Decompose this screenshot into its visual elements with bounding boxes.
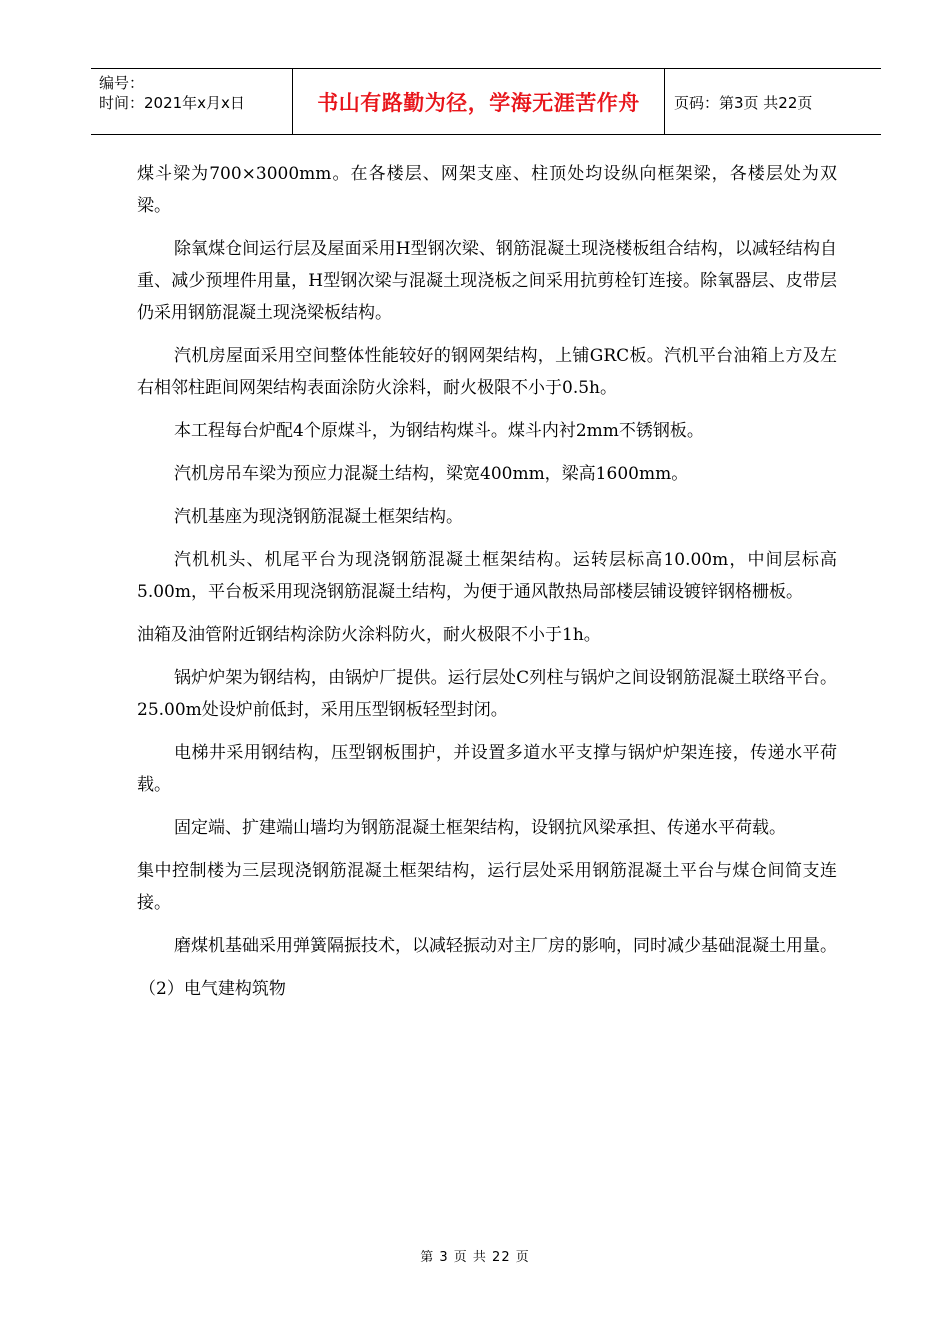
body-paragraph: 汽机机头、机尾平台为现浇钢筋混凝土框架结构。运转层标高10.00m，中间层标高5.00m，平台板采用现浇钢筋混凝土结构，为便于通风散热局部楼层铺设镀锌钢格栅板。 <box>137 550 837 602</box>
document-body <box>137 158 837 1016</box>
body-paragraph: 除氧煤仓间运行层及屋面采用H型钢次梁、钢筋混凝土现浇楼板组合结构，以减轻结构自重、减少预埋件用量，H型钢次梁与混凝土现浇板之间采用抗剪栓钉连接。除氧器层、皮带层仍采用钢筋混凝土现浇梁板结构。 <box>137 239 837 323</box>
body-paragraph: 油箱及油管附近钢结构涂防火涂料防火，耐火极限不小于1h。 <box>137 625 601 645</box>
header-meta <box>99 73 245 113</box>
serial-label: 编号： <box>99 74 145 92</box>
header-page-number: 页码：第3页 共22页 <box>674 93 813 112</box>
body-paragraph: 锅炉炉架为钢结构，由锅炉厂提供。运行层处C列柱与锅炉之间设钢筋混凝土联络平台。25.00m处设炉前低封，采用压型钢板轻型封闭。 <box>137 668 837 720</box>
body-paragraph: 煤斗梁为700×3000mm。在各楼层、网架支座、柱顶处均设纵向框架梁，各楼层处为双梁。 <box>137 164 837 216</box>
body-paragraph: 磨煤机基础采用弹簧隔振技术，以减轻振动对主厂房的影响，同时减少基础混凝土用量。 <box>174 936 837 956</box>
body-paragraph: 汽机房吊车梁为预应力混凝土结构，梁宽400mm，梁高1600mm。 <box>174 464 689 484</box>
body-paragraph: 汽机房屋面采用空间整体性能较好的钢网架结构，上铺GRC板。汽机平台油箱上方及左右相邻柱距间网架结构表面涂防火涂料，耐火极限不小于0.5h。 <box>137 346 837 398</box>
body-paragraph: 电梯井采用钢结构，压型钢板围护，并设置多道水平支撑与锅炉炉架连接，传递水平荷载。 <box>137 743 837 795</box>
body-paragraph: 固定端、扩建端山墙均为钢筋混凝土框架结构，设钢抗风梁承担、传递水平荷载。 <box>174 818 786 838</box>
page-footer: 第 3 页 共 22 页 <box>420 1250 530 1265</box>
body-paragraph: 汽机基座为现浇钢筋混凝土框架结构。 <box>174 507 463 527</box>
body-paragraph: 本工程每台炉配4个原煤斗，为钢结构煤斗。煤斗内衬2mm不锈钢板。 <box>174 421 704 441</box>
page-header <box>91 68 881 135</box>
header-divider-right <box>664 69 665 135</box>
body-paragraph: 集中控制楼为三层现浇钢筋混凝土框架结构，运行层处采用钢筋混凝土平台与煤仓间简支连接。 <box>137 861 837 913</box>
section-heading: （2）电气建构筑物 <box>139 979 286 999</box>
time-label: 时间：2021年x月x日 <box>99 94 245 112</box>
header-motto: 书山有路勤为径，学海无涯苦作舟 <box>317 91 640 115</box>
